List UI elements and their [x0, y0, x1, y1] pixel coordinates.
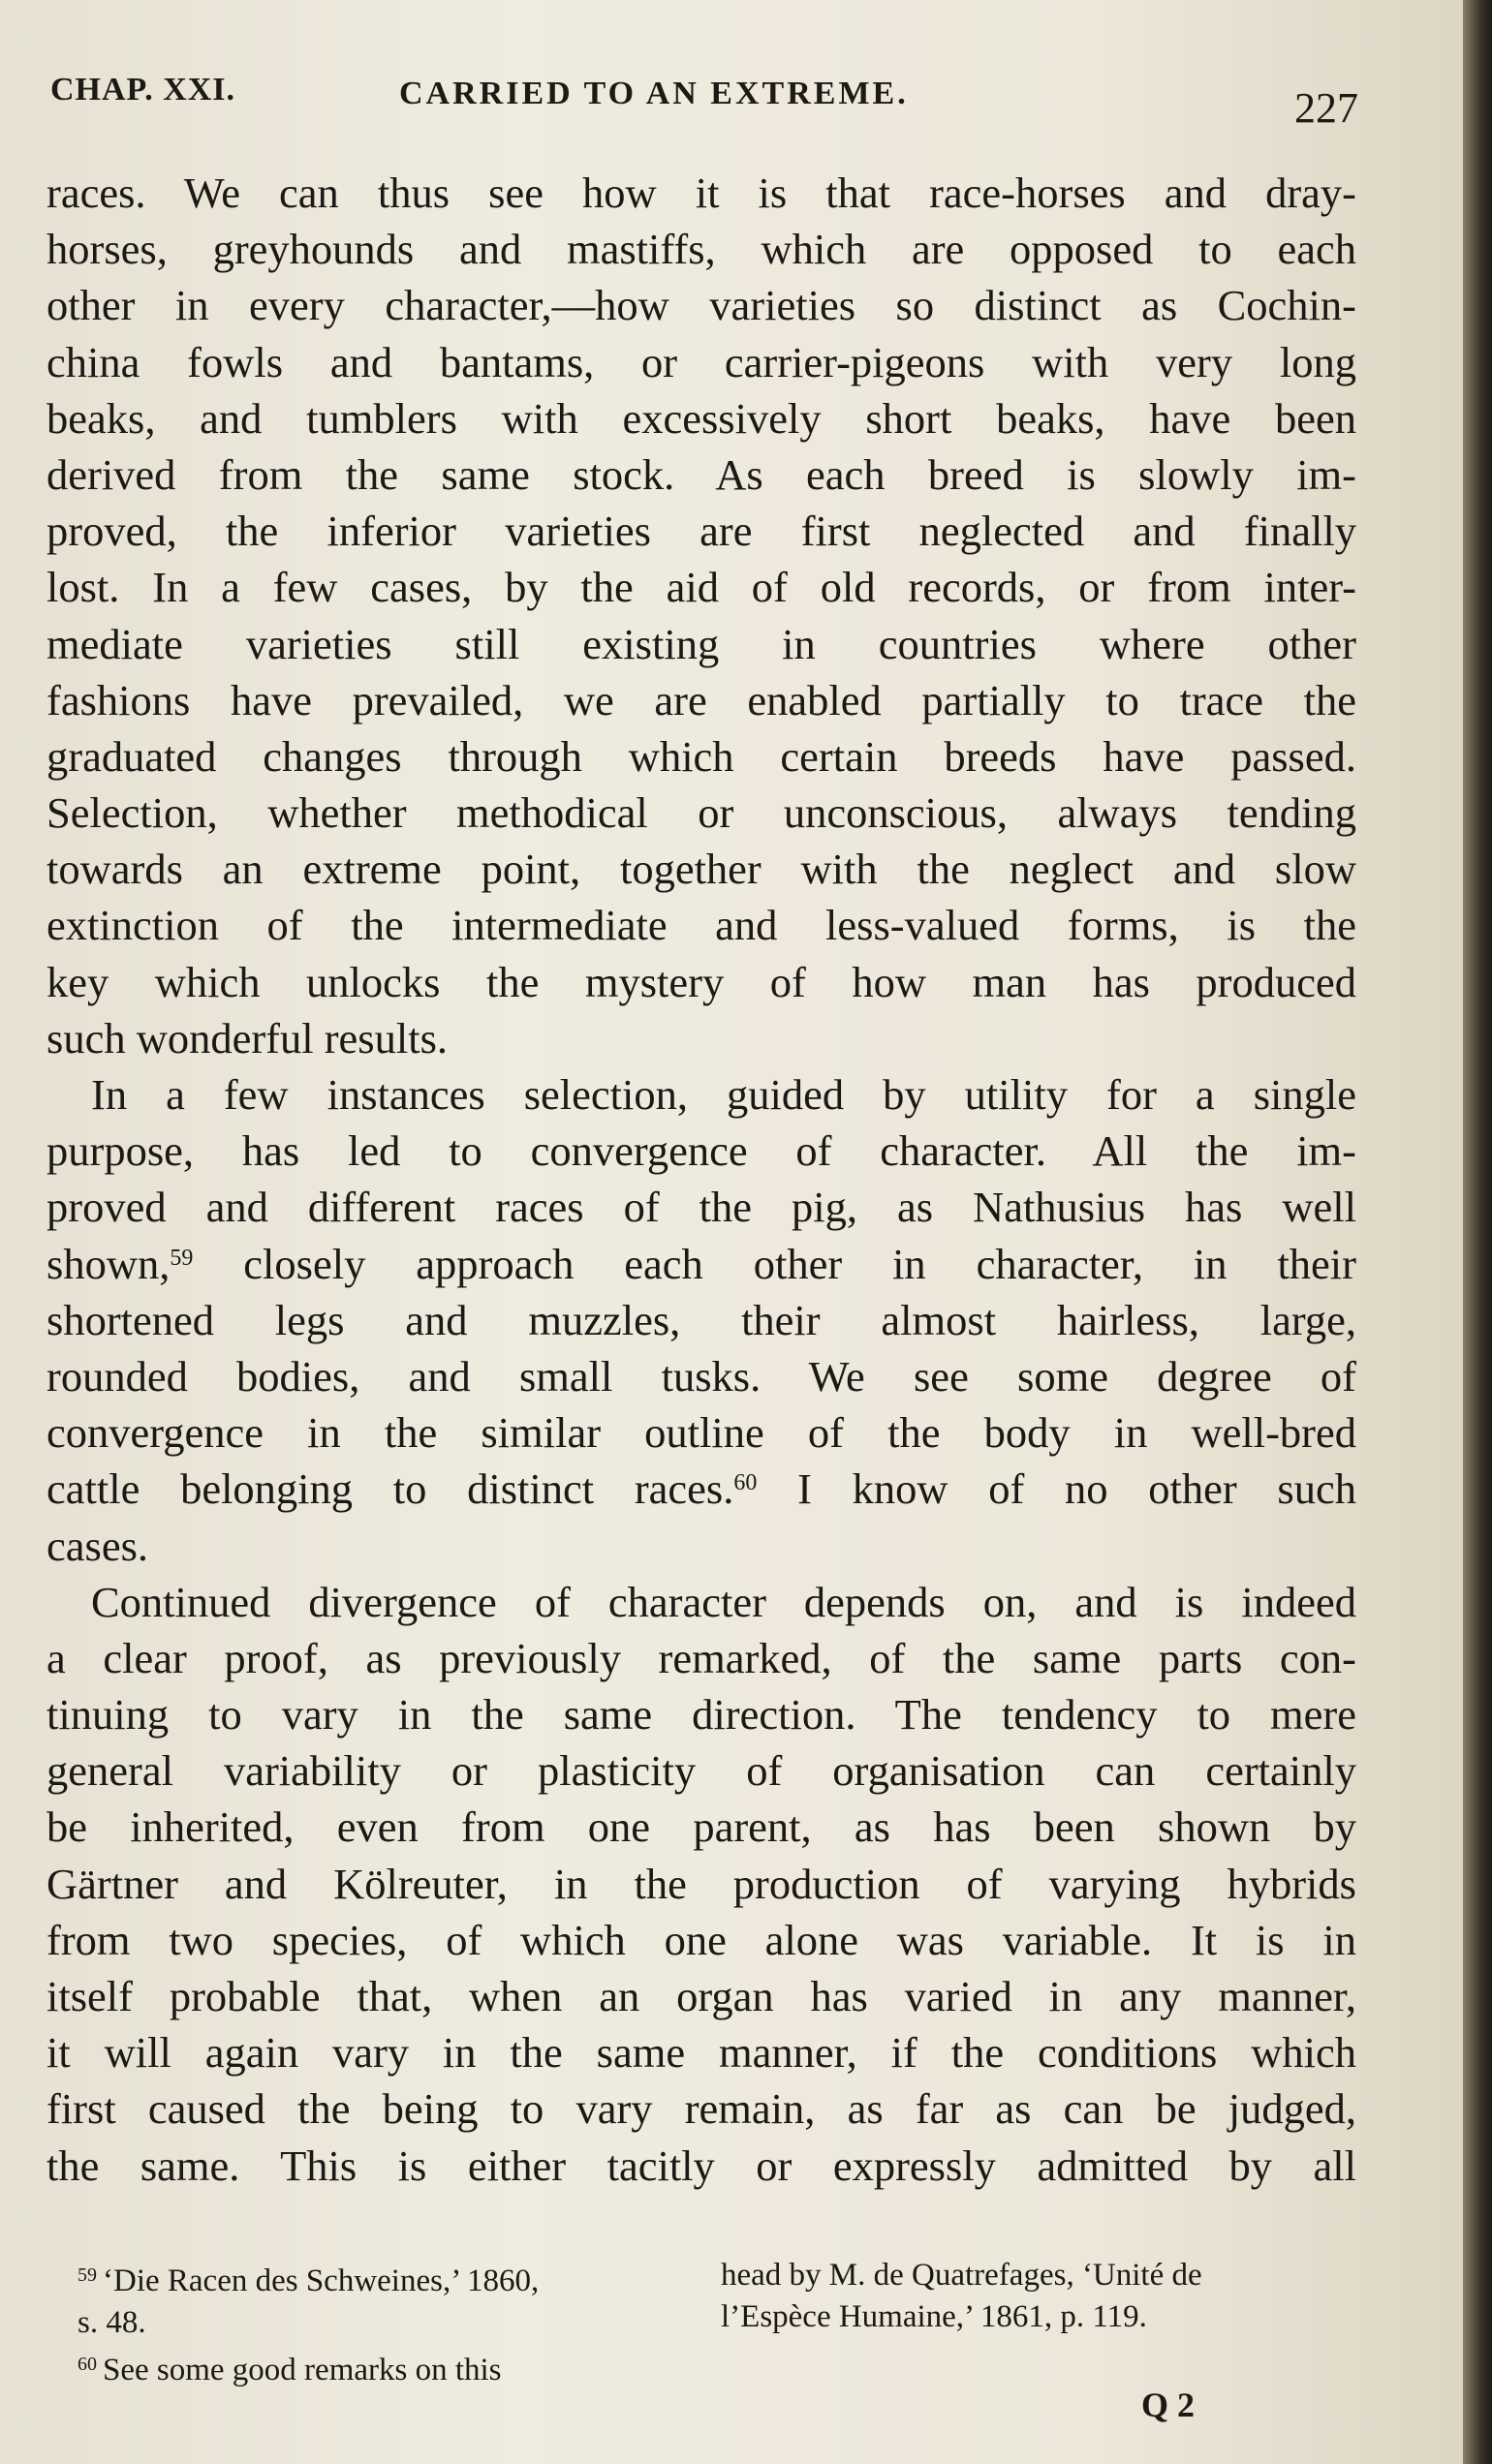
- line-end: closely approach each other in character, in their: [193, 1239, 1356, 1288]
- body-text: [47, 165, 1356, 2194]
- footnote-60-continued: l’Espèce Humaine,’ 1861, p. 119.: [721, 2299, 1147, 2334]
- signature-mark: Q 2: [1141, 2386, 1196, 2424]
- text-line: first caused the being to vary remain, as far as can be judged,: [47, 2084, 1356, 2134]
- line-start: cattle belonging to distinct races.: [47, 1464, 734, 1514]
- text-line: Continued divergence of character depends on, and is indeed: [91, 1577, 1356, 1626]
- footnote-number: 59: [78, 2264, 97, 2286]
- text-line: lost. In a few cases, by the aid of old records, or from inter-: [47, 563, 1356, 612]
- text-line: convergence in the similar outline of the body in well-bred: [47, 1408, 1356, 1458]
- text-line: Selection, whether methodical or unconscious, always tending: [47, 788, 1356, 838]
- text-line: shortened legs and muzzles, their almost hairless, large,: [47, 1295, 1356, 1344]
- text-line-with-footnote-ref: [47, 1461, 1356, 1517]
- chapter-label: CHAP. XXI.: [50, 72, 236, 108]
- text-line: proved and different races of the pig, as Nathusius has well: [47, 1183, 1356, 1232]
- footnote-text: See some good remarks on this: [103, 2353, 502, 2387]
- text-line: mediate varieties still existing in countries where other: [47, 619, 1356, 668]
- running-title: CARRIED TO AN EXTREME.: [399, 76, 909, 111]
- page-number: 227: [1294, 84, 1358, 132]
- text-line: rounded bodies, and small tusks. We see some degree of: [47, 1351, 1356, 1401]
- text-line: graduated changes through which certain breeds have passed.: [47, 731, 1356, 781]
- text-line: key which unlocks the mystery of how man has produced: [47, 957, 1356, 1006]
- text-line: Gärtner and Kölreuter, in the production of varying hybrids: [47, 1859, 1356, 1908]
- footnote-59: [78, 2255, 678, 2302]
- text-line: the same. This is either tacitly or expressly admitted by all: [47, 2141, 1356, 2190]
- text-line: derived from the same stock. As each breed is slowly im-: [47, 449, 1356, 499]
- text-line: from two species, of which one alone was variable. It is in: [47, 1915, 1356, 1964]
- text-line: such wonderful results.: [47, 1013, 449, 1063]
- footnote-ref-60: 60: [733, 1470, 758, 1496]
- text-line: china fowls and bantams, or carrier-pigeons with very long: [47, 337, 1356, 386]
- footnote-59-continued: s. 48.: [78, 2305, 146, 2340]
- text-line: it will again vary in the same manner, if the conditions which: [47, 2028, 1356, 2078]
- page-edge-shadow: [1463, 0, 1492, 2464]
- footnote-text: ‘Die Racen des Schweines,’ 1860,: [103, 2264, 540, 2298]
- footnote-number: 60: [78, 2354, 97, 2375]
- text-line: cases.: [47, 1521, 149, 1570]
- footnote-column-right: [721, 2255, 1366, 2338]
- text-line: In a few instances selection, guided by utility for a single: [91, 1070, 1356, 1119]
- text-line: purpose, has led to convergence of character. All the im-: [47, 1126, 1356, 1176]
- text-line: beaks, and tumblers with excessively short beaks, have been: [47, 393, 1356, 443]
- text-line: general variability or plasticity of organisation can certainly: [47, 1746, 1356, 1796]
- running-header: [50, 64, 1358, 151]
- text-line: towards an extreme point, together with the neglect and slow: [47, 845, 1356, 894]
- line-end: I know of no other such: [757, 1464, 1356, 1514]
- text-line: a clear proof, as previously remarked, of the same parts con-: [47, 1633, 1356, 1682]
- footnote-ref-59: 59: [170, 1245, 194, 1271]
- text-line: be inherited, even from one parent, as has been shown by: [47, 1802, 1356, 1852]
- text-line: other in every character,—how varieties so distinct as Cochin-: [47, 281, 1356, 330]
- footnote-60-continued: head by M. de Quatrefages, ‘Unité de: [721, 2258, 1202, 2293]
- line-start: shown,: [47, 1239, 171, 1288]
- text-line: extinction of the intermediate and less-valued forms, is the: [47, 901, 1356, 950]
- text-line: tinuing to vary in the same direction. The tendency to mere: [47, 1690, 1356, 1740]
- text-line: itself probable that, when an organ has varied in any manner,: [47, 1972, 1356, 2020]
- text-line: horses, greyhounds and mastiffs, which are opposed to each: [47, 225, 1356, 274]
- text-line: races. We can thus see how it is that race-horses and dray-: [47, 169, 1356, 217]
- footnote-60: [78, 2344, 678, 2391]
- footnote-column-left: [78, 2255, 678, 2391]
- text-line-with-footnote-ref: [47, 1236, 1356, 1292]
- text-line: fashions have prevailed, we are enabled partially to trace the: [47, 675, 1356, 724]
- text-line: proved, the inferior varieties are first neglected and finally: [47, 507, 1356, 556]
